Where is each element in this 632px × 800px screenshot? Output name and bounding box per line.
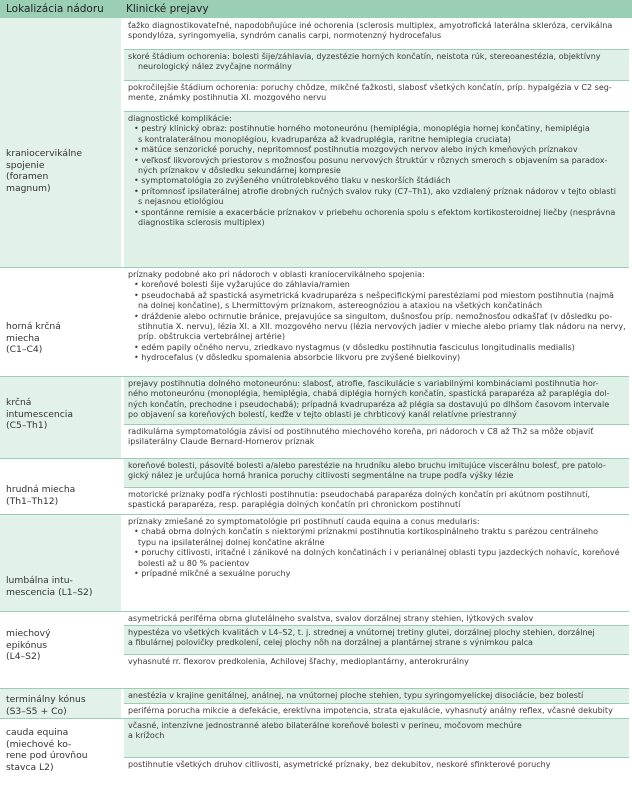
clinical-text: s nejasnou etiológiou [138,197,224,207]
clinical-text: ných končatín, prechodne i pseudochabá); prípadná kvadruparéza až plégia sa dostavujú po dlhšom časovom intervale [128,399,610,409]
clinical-text: periférna porucha mikcie a defekácie, erektívna impotencia, strata ejakulácie, vyhasnutý análny reflex, včasné dekubity [128,706,613,715]
clinical-text: ného motoneurónu (monoplégia, hemiplégia, chabá diplégia horných končatín, spastická paraparéza až paraplégia dol- [128,389,610,399]
location-line: intumescencia [6,408,73,420]
location-line: lumbálna intu- [6,575,73,586]
location-line: (Th1–Th12) [6,495,59,507]
location-line: rene pod úrovňou [6,750,88,761]
location-line: mescencia (L1–S2) [6,586,93,598]
clinical-cell [124,112,629,267]
clinical-text: prejavy postihnutia dolného motoneurónu: slabosť, atrofie, fascikulácie s variabilnými kombináciami postihnutia hor- [128,379,599,388]
location-line: (C5–Th1) [6,420,48,431]
row-divider [0,611,629,612]
clinical-text: spastická paraparéza, resp. paraplégia dolných končatín pri chronickom postihnutí [128,500,461,510]
cell-divider [124,625,629,626]
cell-divider [124,80,629,81]
location-cell-epikonus [0,611,121,688]
bullet-item: • chabá obrna dolných končatín s niektorými príznakmi postihnutia kortikospinálneho traktu s parézou centrálneho [134,527,599,537]
bullet-item: • edém papily očného nervu, zriedkavo nystagmus (v dôsledku postihnutia fasciculus longitudinalis medialis) [134,342,575,352]
clinical-text: diagnostické komplikácie: [128,114,232,123]
location-line: cauda equina [6,727,69,738]
clinical-text: ných príznakov v dôsledku sekundárnej kompresie [138,166,341,176]
location-label [6,694,117,717]
clinical-cell [124,268,629,376]
location-line: horná krčná [6,321,61,332]
clinical-cell [124,377,629,424]
clinical-text: na dolnej končatine), s Lhermittovým príznakom, astereognóziou a ataxiou na všetkých končatinách [138,301,543,311]
location-cell-cauda [0,718,121,800]
location-cell-horna [0,267,121,376]
clinical-cell [124,719,629,757]
location-line: epikónus [6,639,48,651]
location-line: (S3–S5 + Co) [6,705,67,717]
clinical-cell [124,81,629,111]
clinical-text: asymetrická periférna obrna glutelálneho svalstva, svalov dorzálnej strany stehien, lýtkových svalov [128,614,534,623]
table-header [0,0,632,18]
clinical-cell [124,425,629,458]
clinical-cell [124,626,629,654]
clinical-cell [124,488,629,514]
clinical-text: radikulárna symptomatológia závisí od postihnutého miechového koreňa, pri nádoroch v C8 až Th2 sa môže objaviť [128,427,594,436]
clinical-text: príznaky podobné ako pri nádoroch v oblasti kraniocervikálneho spojenia: [128,270,425,279]
bullet-item: • prípadné mikčné a sexuálne poruchy [134,569,291,579]
location-line: (L4–S2) [6,651,41,662]
location-line: (miechové ko- [6,738,72,750]
clinical-text: mente, známky postihnutia XI. mozgového nervu [128,93,327,103]
location-line: spojenie [6,159,45,171]
location-cell-krcna [0,376,121,458]
location-label [6,397,117,432]
clinical-cell [124,689,629,703]
clinical-text: bolesti až u 80 % pacientov [138,558,250,568]
clinical-text: príznaky zmiešané zo symptomatológie pri postihnutí cauda equina a conus medularis: [128,517,480,526]
clinical-text: motorické príznaky podľa rýchlosti postihnutia: pseudochabá paraparéza dolných končatín pri akútnom postihnutí, [128,490,590,499]
clinical-text: diagnostika sclerosis multiplex) [138,218,265,228]
clinical-cell [124,19,629,49]
clinical-text: po objavení sa koreňových bolestí, keďže v tejto oblasti je chrbticový kanál relatívne priestranný [128,410,517,420]
clinical-cell [124,515,629,611]
clinical-text: hypestéza vo všetkých kvalitách v L4–S2, t. j. strednej a vnútornej tretiny glutei, dorzálnej plochy stehien, dorzálnej [128,628,595,637]
location-line: miecha [6,332,40,344]
location-cell-lumbalna [0,514,121,611]
bullet-item: • mätúce senzorické poruchy, nepritomnosť postihnutia mozgových nervov alebo iných kmeňových príznakov [134,145,578,155]
row-divider [0,514,629,515]
clinical-cell [124,704,629,718]
clinical-text: vyhasnuté rr. flexorov predkolenia, Achilovej šľachy, medioplantárny, anterokrurálny [128,657,469,666]
location-line: hrudná miecha [6,484,76,495]
location-label [6,575,117,598]
location-line: (foramen [6,171,49,182]
row-divider [0,458,629,459]
clinical-text: príp. obštrukcia vertebrálnej artérie) [138,332,286,342]
bullet-item: • koreňové bolesti šije vyžarujúce do záhlavia/ramien [134,280,350,290]
header-clinical: Klinické prejavy [126,3,209,15]
location-line: terminálny kónus [6,694,86,705]
clinical-text: spondylóza, syringomyelia, syndróm canalis carpi, normotenzný hydrocefalus [128,31,442,41]
clinical-text: včasné, intenzívne jednostranné alebo bilaterálne koreňové bolesti v perineu, močovom mechúre [128,721,522,730]
clinical-text: postihnutie všetkých druhov citlivosti, asymetrické príznaky, bez dekubitov, neskoré sfinkterové poruchy [128,760,551,769]
location-line: magnum) [6,182,51,194]
cell-divider [124,757,629,758]
bullet-item: • spontánne remisie a exacerbácie príznakov v priebehu ochorenia spolu s efektom kortikosteroidnej liečby (nesprávna [134,207,616,217]
clinical-text: skoré štádium ochorenia: bolesti šije/záhlavia, dyzestézie horných končatín, neistota rúk, stereoanestézia, objektívny [128,52,601,61]
cell-divider [124,111,629,112]
clinical-text: anestézia v krajine genitálnej, análnej, na vnútornej ploche stehien, typu syringomyelickej disociácie, bez bolestí [128,691,584,700]
location-cell-kranio [0,18,121,267]
clinical-text: ipsilaterálny Claude Bernard-Hornerov príznak [128,437,315,447]
bullet-item: • poruchy citlivosti, iritačné i zánikové na dolných končatinách i v perianálnej oblasti typu jazdeckých nohavíc, koreňové [134,548,620,558]
location-label [6,628,117,663]
bullet-item: • prítomnosť ipsilaterálnej atrofie drobných ručných svalov ruky (C7–Th1), ako vzdialený príznak nádorov v tejto oblasti [134,186,616,196]
clinical-text: gický nález je určujúca horná hranica poruchy citlivosti segmentálne na trupe podľa výšky lézie [128,471,514,481]
cell-divider [124,487,629,488]
clinical-cell [124,758,629,800]
clinical-text: typu na ipsilaterálnej dolnej končatine akrálne [138,537,325,547]
location-line: stavca L2) [6,761,54,773]
clinical-cell [124,50,629,80]
location-cell-hrudna [0,458,121,514]
clinical-text: koreňové bolesti, pásovité bolesti a/alebo parestézie na hrudníku alebo bruchu imitujúce viscerálnu bolesť, pre patolo- [128,461,606,470]
clinical-cell [124,612,629,625]
location-line: krčná [6,397,32,408]
cell-divider [124,703,629,704]
bullet-item: • hydrocefalus (v dôsledku spomalenia absorbcie likvoru pre zvýšené bielkoviny) [134,353,461,363]
bullet-item: • dráždenie alebo ochrnutie bránice, prejavujúce sa singultom, dušnosťou príp. nemožnosťou odkašľať (v dôsledku po- [134,311,613,321]
location-label [6,148,117,194]
cell-divider [124,654,629,655]
cell-divider [124,424,629,425]
bullet-item: • pseudochabá až spastická asymetrická kvadruparéza s nešpecifickými parestéziami pod miestom postihnutia (najmä [134,290,614,300]
location-cell-konus [0,688,121,718]
clinical-text: pokročilejšie štádium ochorenia: poruchy chôdze, mikčné ťažkosti, slabosť všetkých končatín, príp. hypalgézia v C2 seg- [128,83,612,92]
clinical-text: ťažko diagnostikovateľné, napodobňujúce iné ochorenia (sclerosis multiplex, amyotrofická laterálna skleróza, cervikálna [128,21,613,30]
location-line: (C1–C4) [6,344,43,355]
cell-divider [124,49,629,50]
row-divider [0,267,629,268]
clinical-text: a krížoch [128,731,165,741]
location-line: miechový [6,628,51,639]
clinical-text: a fibulárnej polovičky predkolení, celej plochy nôh na dorzálnej a plantárnej strane s výnimkou palca [128,638,533,648]
clinical-text: neurologický nález zvyčajne normálny [138,62,292,72]
bullet-item: • pestrý klinický obraz: postihnutie horného motoneurónu (hemiplégia, monoplégia hornej končatiny, hemiplégia [134,124,590,134]
location-label [6,321,117,356]
location-label [6,727,117,773]
header-location: Lokalizácia nádoru [6,3,104,15]
location-label [6,484,117,507]
clinical-text: s kontralaterálnou monoplégiou, kvadruparéza až kvadruplégia, raritne hemiplegia cruciata) [138,134,511,144]
row-divider [0,688,629,689]
clinical-cell [124,655,629,688]
row-divider [0,376,629,377]
clinical-cell [124,459,629,487]
location-line: kraniocervikálne [6,148,83,159]
clinical-text: stihnutia X. nervu), lézia XI. a XII. mozgového nervu (lézia nervových jadier v mieche alebo priamy tlak nádoru na nervy, [138,322,626,332]
row-divider [0,718,629,719]
bullet-item: • veľkosť likvorových priestorov s možnosťou posunu nervových štruktúr v rôznych smeroch s objavením sa paradox- [134,155,608,165]
bullet-item: • symptomatológia zo zvýšeného vnútrolebkového tlaku v neskorších štádiách [134,176,451,186]
